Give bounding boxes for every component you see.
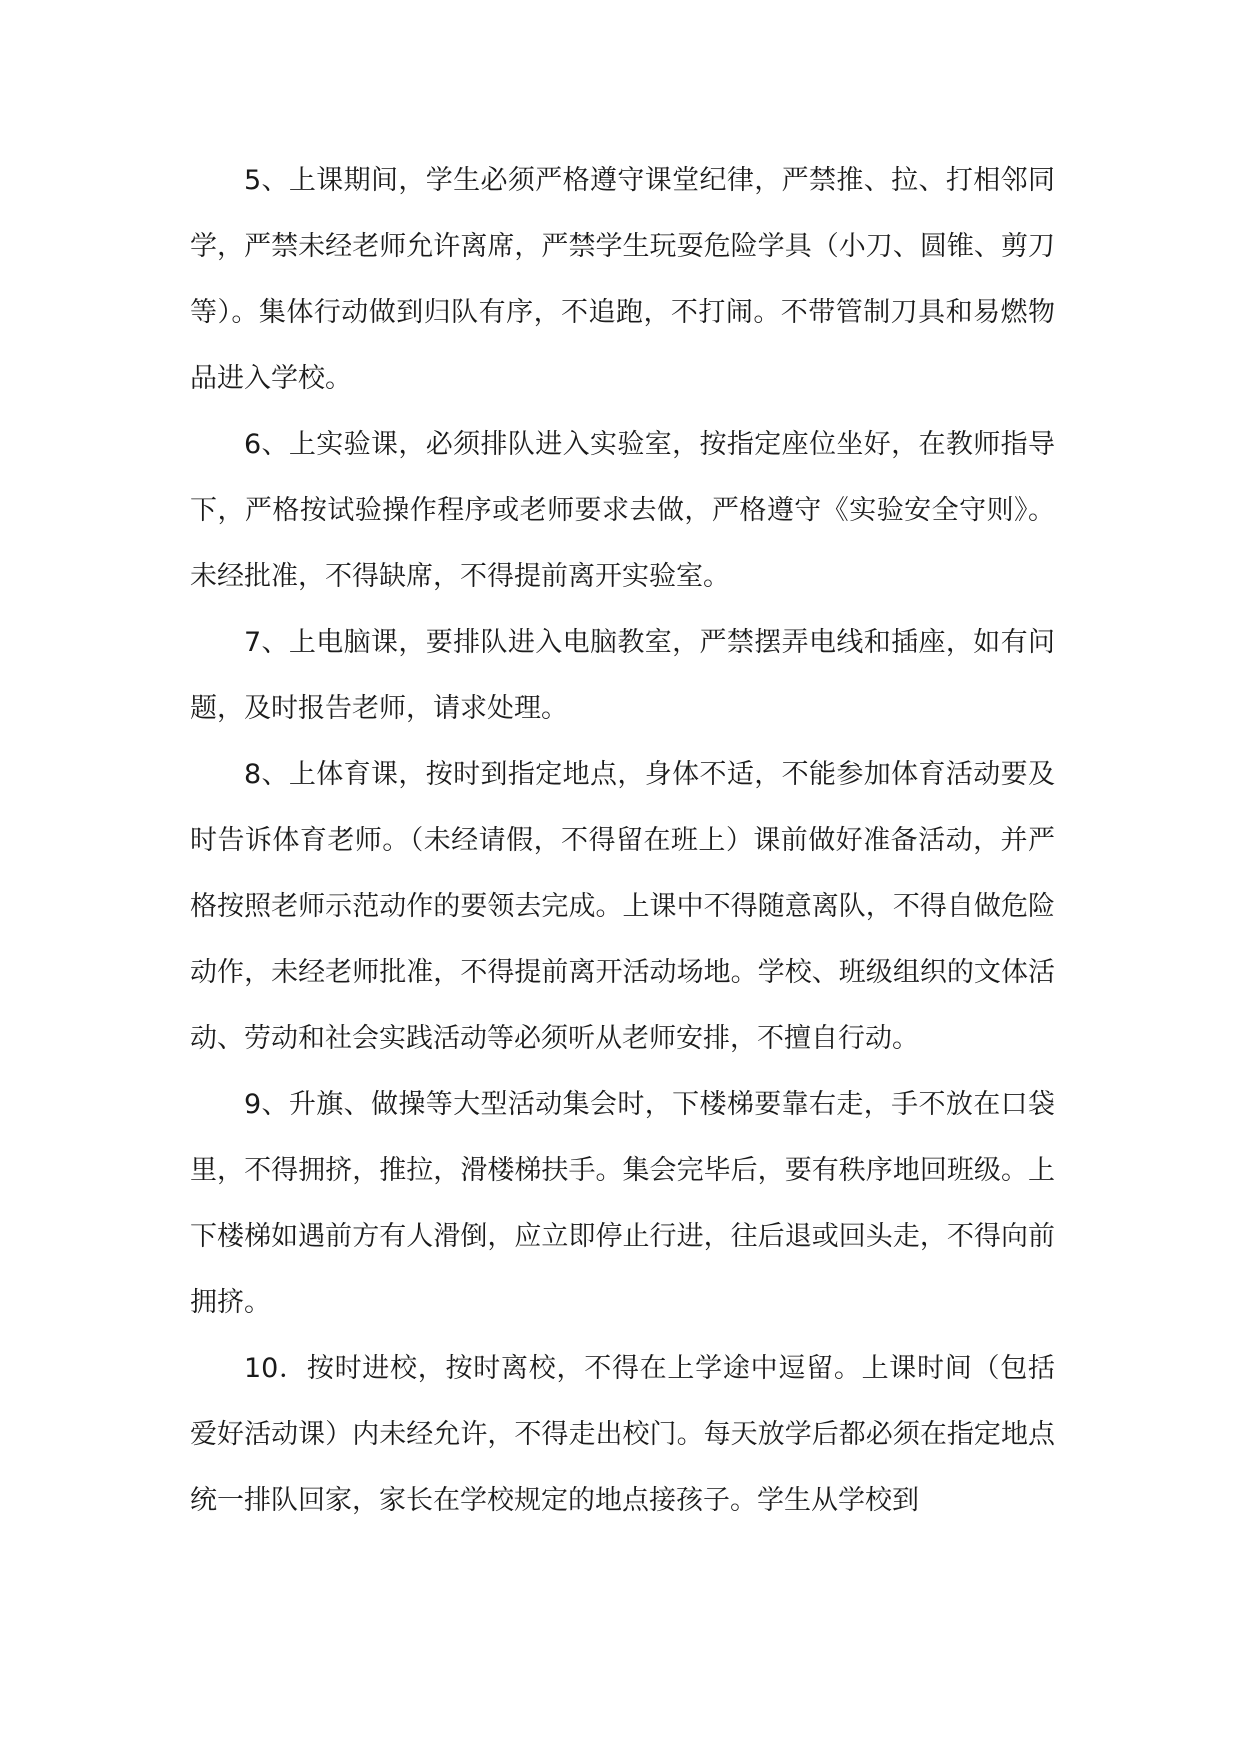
- paragraph-rule-10: 10．按时进校，按时离校，不得在上学途中逗留。上课时间（包括爱好活动课）内未经允许，不得走出校门。每天放学后都必须在指定地点统一排队回家，家长在学校规定的地点接孩子。学生从学校到: [190, 1353, 1055, 1516]
- document-body: [190, 148, 1055, 1534]
- paragraph-rule-9: 9、升旗、做操等大型活动集会时，下楼梯要靠右走，手不放在口袋里，不得拥挤，推拉，滑楼梯扶手。集会完毕后，要有秩序地回班级。上下楼梯如遇前方有人滑倒，应立即停止行进，往后退或回头走，不得向前拥挤。: [190, 1089, 1055, 1318]
- paragraph-rule-6: 6、上实验课，必须排队进入实验室，按指定座位坐好，在教师指导下，严格按试验操作程序或老师要求去做，严格遵守《实验安全守则》。未经批准，不得缺席，不得提前离开实验室。: [190, 429, 1055, 592]
- paragraph-rule-7: 7、上电脑课，要排队进入电脑教室，严禁摆弄电线和插座，如有问题，及时报告老师，请求处理。: [190, 627, 1055, 724]
- paragraph-rule-5: 5、上课期间，学生必须严格遵守课堂纪律，严禁推、拉、打相邻同学，严禁未经老师允许离席，严禁学生玩耍危险学具（小刀、圆锥、剪刀等）。集体行动做到归队有序，不追跑，不打闹。不带管制刀具和易燃物品进入学校。: [190, 165, 1055, 394]
- paragraph-rule-8: 8、上体育课，按时到指定地点，身体不适，不能参加体育活动要及时告诉体育老师。（未经请假，不得留在班上）课前做好准备活动，并严格按照老师示范动作的要领去完成。上课中不得随意离队，不得自做危险动作，未经老师批准，不得提前离开活动场地。学校、班级组织的文体活动、劳动和社会实践活动等必须听从老师安排，不擅自行动。: [190, 759, 1055, 1054]
